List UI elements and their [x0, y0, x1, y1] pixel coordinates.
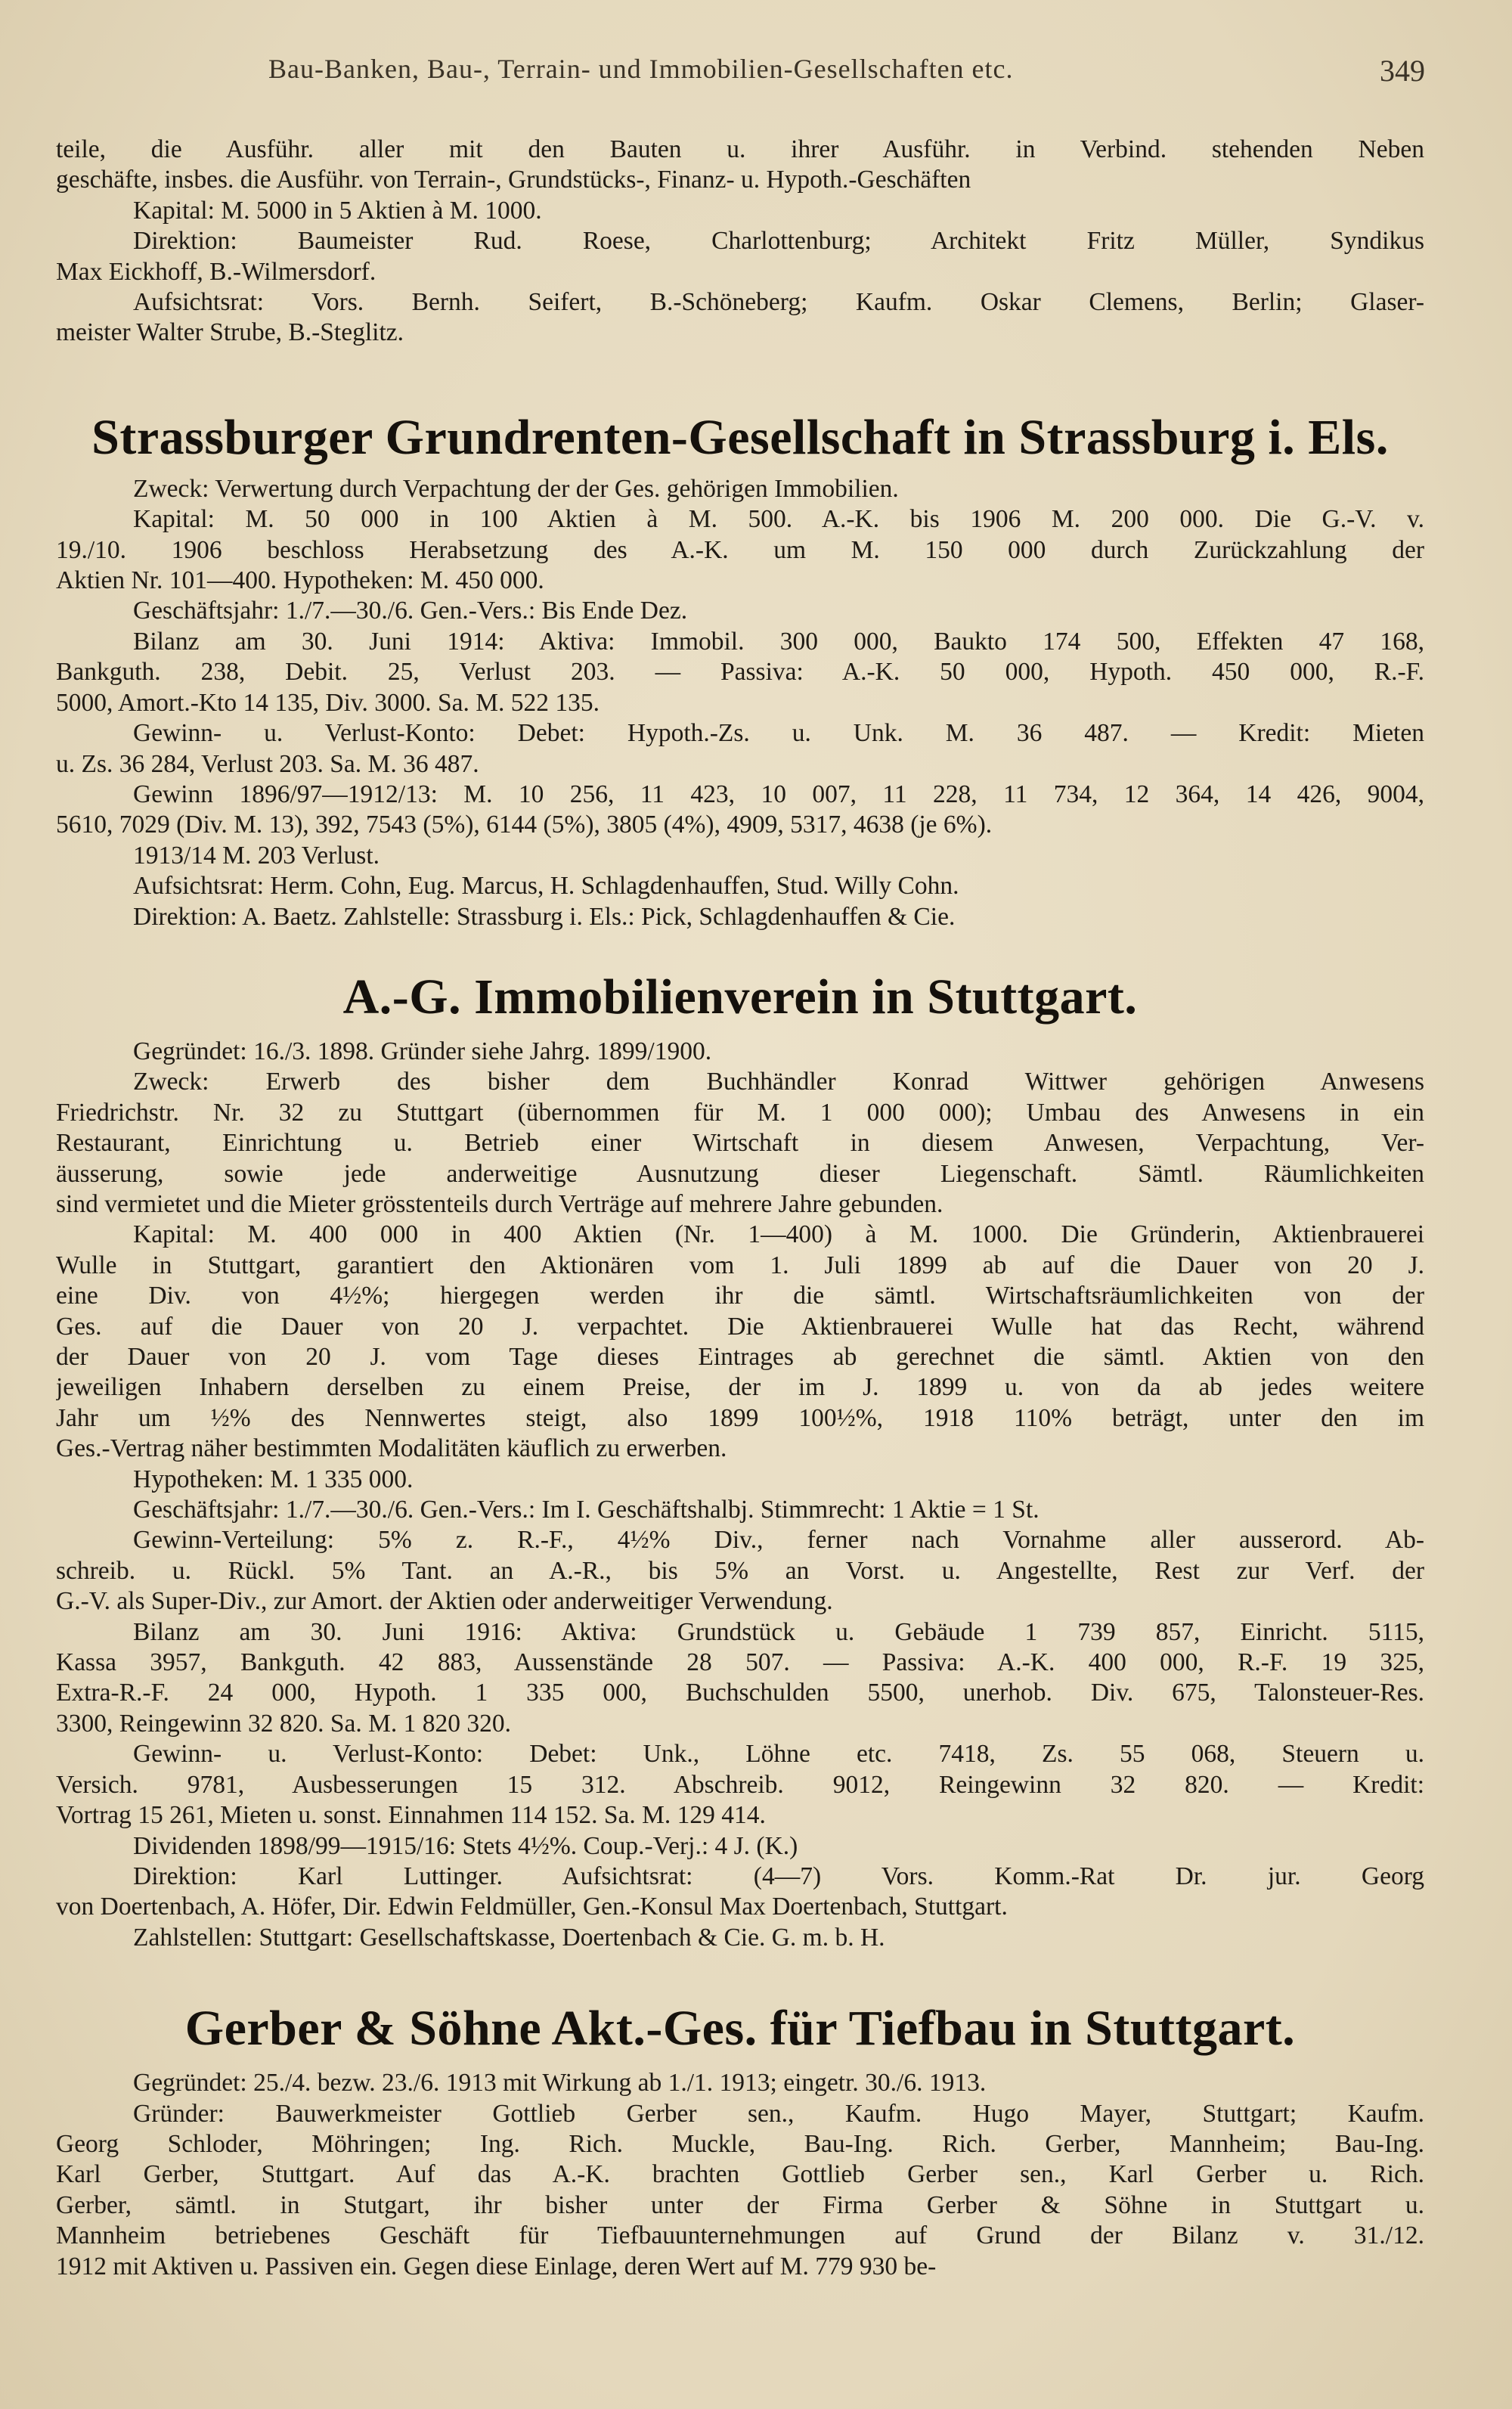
- text-line: von Doertenbach, A. Höfer, Dir. Edwin Feldmüller, Gen.-Konsul Max Doertenbach, Stuttgart.: [56, 1893, 1008, 1921]
- text-line: Zweck: Erwerb des bisher dem Buchhändler Konrad Wittwer gehörigen Anwesens: [133, 1068, 1424, 1096]
- text-line: meister Walter Strube, B.-Steglitz.: [56, 318, 404, 347]
- text-line: Gewinn- u. Verlust-Konto: Debet: Unk., Löhne etc. 7418, Zs. 55 068, Steuern u.: [133, 1740, 1424, 1769]
- text-line: Karl Gerber, Stuttgart. Auf das A.-K. brachten Gottlieb Gerber sen., Karl Gerber u. Rich.: [56, 2160, 1424, 2189]
- text-line: Aktien Nr. 101—400. Hypotheken: M. 450 000.: [56, 566, 544, 595]
- text-line: Bilanz am 30. Juni 1916: Aktiva: Grundstück u. Gebäude 1 739 857, Einricht. 5115,: [133, 1617, 1424, 1646]
- entry-section: [56, 409, 1424, 932]
- text-line: Kapital: M. 5000 in 5 Aktien à M. 1000.: [133, 196, 542, 225]
- running-header: [268, 53, 1425, 98]
- text-line: Jahr um ½% des Nennwertes steigt, also 1899 100½%, 1918 110% beträgt, unter den im: [56, 1403, 1424, 1432]
- page-number: 349: [1380, 54, 1425, 88]
- text-line: äusserung, sowie jede anderweitige Ausnutzung dieser Liegenschaft. Sämtl. Räumlichkeiten: [56, 1159, 1424, 1188]
- page-content: [56, 135, 1424, 2282]
- text-line: Gegründet: 25./4. bezw. 23./6. 1913 mit Wirkung ab 1./1. 1913; eingetr. 30./6. 1913.: [133, 2069, 987, 2097]
- header-title: Bau-Banken, Bau-, Terrain- und Immobilien-Gesellschaften etc.: [268, 54, 1014, 84]
- text-line: G.-V. als Super-Div., zur Amort. der Aktien oder anderweitiger Verwendung.: [56, 1587, 833, 1616]
- text-line: Gründer: Bauwerkmeister Gottlieb Gerber sen., Kaufm. Hugo Mayer, Stuttgart; Kaufm.: [133, 2099, 1424, 2128]
- text-line: Gewinn- u. Verlust-Konto: Debet: Hypoth.-Zs. u. Unk. M. 36 487. — Kredit: Mieten: [133, 719, 1424, 748]
- entry-section: [56, 135, 1424, 349]
- text-line: Ges.-Vertrag näher bestimmten Modalitäten käuflich zu erwerben.: [56, 1434, 727, 1463]
- entry-section: [56, 969, 1424, 1953]
- text-line: Geschäftsjahr: 1./7.—30./6. Gen.-Vers.: Bis Ende Dez.: [133, 597, 688, 625]
- text-line: Direktion: Baumeister Rud. Roese, Charlottenburg; Architekt Fritz Müller, Syndikus: [133, 227, 1424, 256]
- text-line: Georg Schloder, Möhringen; Ing. Rich. Muckle, Bau-Ing. Rich. Gerber, Mannheim; Bau-Ing.: [56, 2129, 1424, 2158]
- text-line: Kassa 3957, Bankguth. 42 883, Aussenstände 28 507. — Passiva: A.-K. 400 000, R.-F. 19 325,: [56, 1648, 1424, 1677]
- text-line: jeweiligen Inhabern derselben zu einem Preise, der im J. 1899 u. von da ab jedes weitere: [56, 1373, 1424, 1402]
- text-line: Ges. auf die Dauer von 20 J. verpachtet. Die Aktienbrauerei Wulle hat das Recht, während: [56, 1312, 1424, 1341]
- text-line: Geschäftsjahr: 1./7.—30./6. Gen.-Vers.: Im I. Geschäftshalbj. Stimmrecht: 1 Aktie = 1 St.: [133, 1496, 1040, 1524]
- text-line: Bilanz am 30. Juni 1914: Aktiva: Immobil. 300 000, Baukto 174 500, Effekten 47 168,: [133, 627, 1424, 656]
- text-line: 3300, Reingewinn 32 820. Sa. M. 1 820 320.: [56, 1709, 512, 1738]
- text-line: Aufsichtsrat: Vors. Bernh. Seifert, B.-Schöneberg; Kaufm. Oskar Clemens, Berlin; Glaser-: [133, 288, 1424, 317]
- text-line: der Dauer von 20 J. vom Tage dieses Eintrages ab gerechnet die sämtl. Aktien von den: [56, 1343, 1424, 1371]
- text-line: Zweck: Verwertung durch Verpachtung der der Ges. gehörigen Immobilien.: [133, 474, 899, 503]
- text-line: 5610, 7029 (Div. M. 13), 392, 7543 (5%), 6144 (5%), 3805 (4%), 4909, 5317, 4638 (je 6%).: [56, 811, 993, 839]
- text-line: Direktion: A. Baetz. Zahlstelle: Strassburg i. Els.: Pick, Schlagdenhauffen & Cie.: [133, 902, 956, 931]
- text-line: Extra-R.-F. 24 000, Hypoth. 1 335 000, Buchschulden 5500, unerhob. Div. 675, Talonsteuer-Res.: [56, 1679, 1424, 1707]
- text-line: Gerber, sämtl. in Stutgart, ihr bisher unter der Firma Gerber & Söhne in Stuttgart u.: [56, 2190, 1424, 2219]
- text-line: Gewinn-Verteilung: 5% z. R.-F., 4½% Div., ferner nach Vornahme aller ausserord. Ab-: [133, 1526, 1424, 1555]
- text-line: teile, die Ausführ. aller mit den Bauten u. ihrer Ausführ. in Verbind. stehenden Neben: [56, 135, 1424, 163]
- text-line: Max Eickhoff, B.-Wilmersdorf.: [56, 257, 376, 286]
- text-line: Friedrichstr. Nr. 32 zu Stuttgart (übernommen für M. 1 000 000); Umbau des Anwesens in ein: [56, 1098, 1424, 1127]
- text-line: 1913/14 M. 203 Verlust.: [133, 841, 380, 870]
- text-line: 1912 mit Aktiven u. Passiven ein. Gegen diese Einlage, deren Wert auf M. 779 930 be-: [56, 2252, 937, 2280]
- text-line: 19./10. 1906 beschloss Herabsetzung des A.-K. um M. 150 000 durch Zurückzahlung der: [56, 535, 1424, 564]
- text-line: Bankguth. 238, Debit. 25, Verlust 203. — Passiva: A.-K. 50 000, Hypoth. 450 000, R.-F.: [56, 658, 1424, 687]
- text-line: Versich. 9781, Ausbesserungen 15 312. Abschreib. 9012, Reingewinn 32 820. — Kredit:: [56, 1770, 1424, 1799]
- text-line: Vortrag 15 261, Mieten u. sonst. Einnahmen 114 152. Sa. M. 129 414.: [56, 1801, 766, 1830]
- text-line: Aufsichtsrat: Herm. Cohn, Eug. Marcus, H. Schlagdenhauffen, Stud. Willy Cohn.: [133, 872, 959, 901]
- text-line: Restaurant, Einrichtung u. Betrieb einer Wirtschaft in diesem Anwesen, Verpachtung, Ver-: [56, 1129, 1424, 1158]
- text-line: Hypotheken: M. 1 335 000.: [133, 1465, 414, 1493]
- text-line: Direktion: Karl Luttinger. Aufsichtsrat: (4—7) Vors. Komm.-Rat Dr. jur. Georg: [133, 1862, 1424, 1890]
- text-line: u. Zs. 36 284, Verlust 203. Sa. M. 36 487.: [56, 749, 479, 778]
- entry-title: A.-G. Immobilienverein in Stuttgart.: [342, 969, 1138, 1025]
- entry-title: Strassburger Grundrenten-Gesellschaft in Strassburg i. Els.: [91, 409, 1389, 465]
- text-line: sind vermietet und die Mieter grösstenteils durch Verträge auf mehrere Jahre gebunden.: [56, 1189, 943, 1218]
- text-line: Wulle in Stuttgart, garantiert den Aktionären vom 1. Juli 1899 ab auf die Dauer von 20 J.: [56, 1251, 1424, 1279]
- text-line: 5000, Amort.-Kto 14 135, Div. 3000. Sa. M. 522 135.: [56, 688, 600, 717]
- text-line: schreib. u. Rückl. 5% Tant. an A.-R., bis 5% an Vorst. u. Angestellte, Rest zur Verf. der: [56, 1556, 1424, 1585]
- text-line: Dividenden 1898/99—1915/16: Stets 4½%. Coup.-Verj.: 4 J. (K.): [133, 1831, 798, 1860]
- text-line: Gewinn 1896/97—1912/13: M. 10 256, 11 423, 10 007, 11 228, 11 734, 12 364, 14 426, 9004,: [133, 780, 1424, 808]
- text-line: Mannheim betriebenes Geschäft für Tiefbauunternehmungen auf Grund der Bilanz v. 31./12.: [56, 2221, 1424, 2250]
- text-line: geschäfte, insbes. die Ausführ. von Terrain-, Grundstücks-, Finanz- u. Hypoth.-Geschäften: [56, 166, 971, 194]
- text-line: Kapital: M. 400 000 in 400 Aktien (Nr. 1—400) à M. 1000. Die Gründerin, Aktienbrauerei: [133, 1220, 1424, 1249]
- entry-title: Gerber & Söhne Akt.-Ges. für Tiefbau in Stuttgart.: [184, 2001, 1296, 2057]
- entry-section: [56, 2000, 1424, 2282]
- text-line: Zahlstellen: Stuttgart: Gesellschaftskasse, Doertenbach & Cie. G. m. b. H.: [133, 1923, 885, 1952]
- text-line: eine Div. von 4½%; hiergegen werden ihr die sämtl. Wirtschaftsräumlichkeiten von der: [56, 1282, 1424, 1310]
- text-line: Gegründet: 16./3. 1898. Gründer siehe Jahrg. 1899/1900.: [133, 1037, 712, 1065]
- text-line: Kapital: M. 50 000 in 100 Aktien à M. 500. A.-K. bis 1906 M. 200 000. Die G.-V. v.: [133, 505, 1424, 534]
